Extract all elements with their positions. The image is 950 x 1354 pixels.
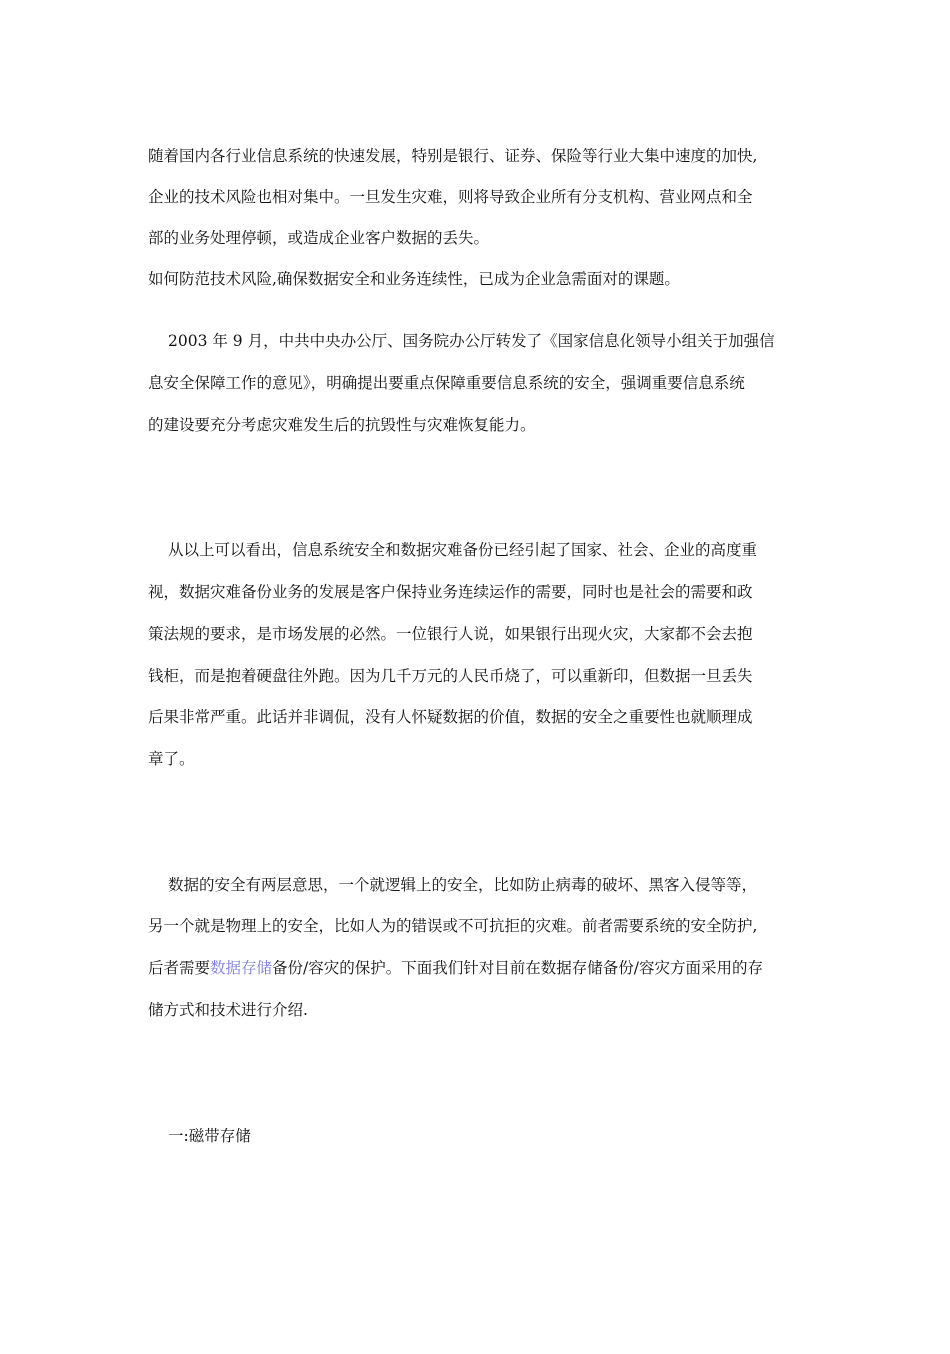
paragraph-4-line-3 — [148, 958, 763, 978]
paragraph-1-line-4: 如何防范技术风险,确保数据安全和业务连续性，已成为企业急需面对的课题。 — [148, 270, 680, 288]
paragraph-2-line-2: 息安全保障工作的意见》，明确提出要重点保障重要信息系统的安全，强调重要信息系统 — [148, 374, 745, 392]
paragraph-4-line-3-text-before: 后者需要 — [148, 959, 211, 977]
paragraph-2-line-1: 2003 年 9 月，中共中央办公厅、国务院办公厅转发了《国家信息化领导小组关于加强信 — [168, 332, 775, 350]
paragraph-4-line-3-text-after: 备份/容灾的保护。下面我们针对目前在数据存储备份/容灾方面采用的存 — [272, 959, 763, 977]
paragraph-3-line-6: 章了。 — [148, 750, 195, 768]
paragraph-3-line-3: 策法规的要求，是市场发展的必然。一位银行人说，如果银行出现火灾，大家都不会去抱 — [148, 625, 753, 643]
data-storage-link[interactable]: 数据存储 — [210, 959, 273, 977]
paragraph-4-line-4: 储方式和技术进行介绍. — [148, 1001, 308, 1019]
paragraph-3-line-4: 钱柜，而是抱着硬盘往外跑。因为几千万元的人民币烧了，可以重新印，但数据一旦丢失 — [148, 667, 753, 685]
paragraph-4-line-2: 另一个就是物理上的安全，比如人为的错误或不可抗拒的灾难。前者需要系统的安全防护, — [148, 917, 758, 935]
paragraph-4-line-1: 数据的安全有两层意思，一个就逻辑上的安全，比如防止病毒的破坏、黑客入侵等等， — [168, 876, 758, 894]
paragraph-3-line-2: 视，数据灾难备份业务的发展是客户保持业务连续运作的需要，同时也是社会的需要和政 — [148, 583, 753, 601]
section-heading-tape-storage: 一:磁带存储 — [168, 1127, 251, 1145]
paragraph-1-line-3: 部的业务处理停顿，或造成企业客户数据的丢失。 — [148, 229, 490, 247]
paragraph-2-line-3: 的建设要充分考虑灾难发生后的抗毁性与灾难恢复能力。 — [148, 416, 536, 434]
paragraph-3-line-5: 后果非常严重。此话并非调侃，没有人怀疑数据的价值，数据的安全之重要性也就顺理成 — [148, 708, 753, 726]
paragraph-1-line-2: 企业的技术风险也相对集中。一旦发生灾难，则将导致企业所有分支机构、营业网点和全 — [148, 188, 753, 206]
paragraph-1-line-1: 随着国内各行业信息系统的快速发展，特别是银行、证券、保险等行业大集中速度的加快, — [148, 147, 758, 165]
paragraph-3-line-1: 从以上可以看出，信息系统安全和数据灾难备份已经引起了国家、社会、企业的高度重 — [168, 541, 758, 559]
